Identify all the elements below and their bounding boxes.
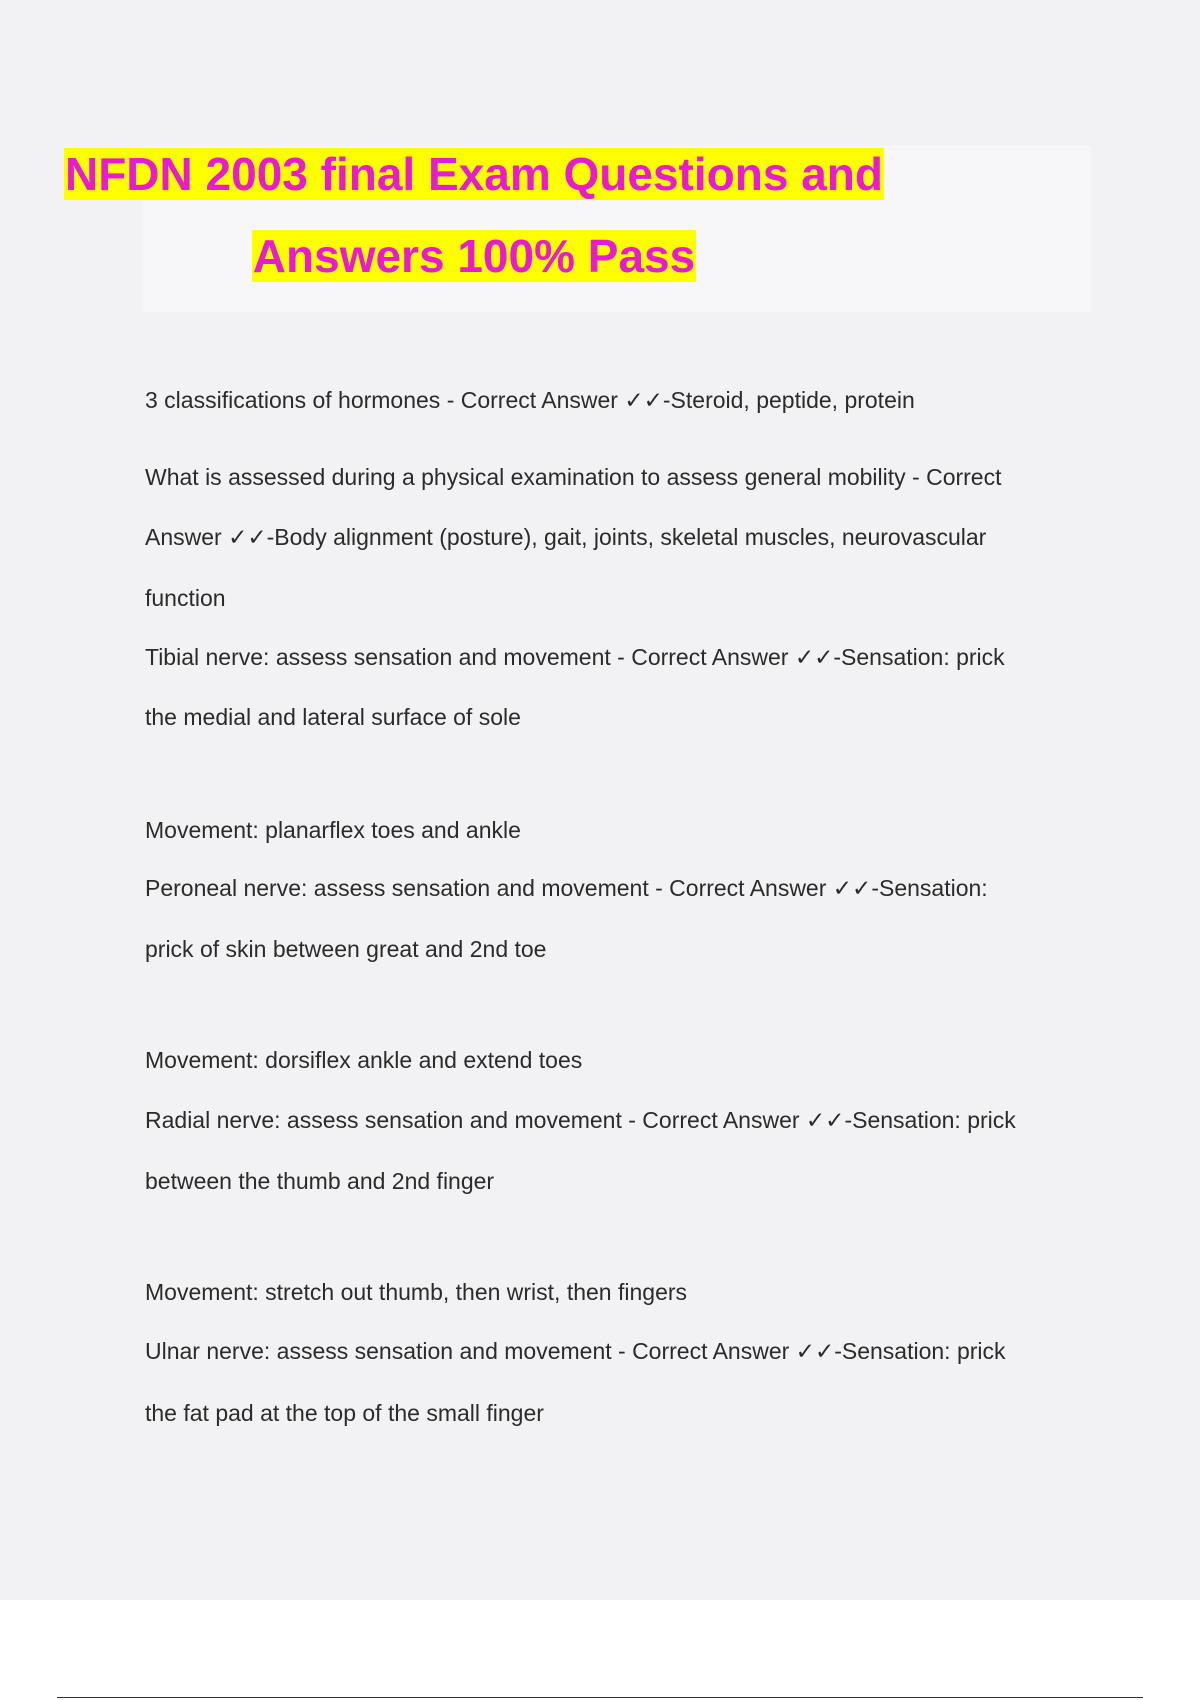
document-title-line-1 — [0, 146, 948, 202]
qa-line: Radial nerve: assess sensation and movement - Correct Answer ✓✓-Sensation: prick — [145, 1107, 1016, 1133]
qa-line: 3 classifications of hormones - Correct Answer ✓✓-Steroid, peptide, protein — [145, 387, 915, 413]
qa-line: Ulnar nerve: assess sensation and movement - Correct Answer ✓✓-Sensation: prick — [145, 1338, 1006, 1364]
qa-line: Answer ✓✓-Body alignment (posture), gait, joints, skeletal muscles, neurovascular — [145, 524, 987, 550]
qa-line: prick of skin between great and 2nd toe — [145, 936, 547, 962]
qa-line: Tibial nerve: assess sensation and movement - Correct Answer ✓✓-Sensation: prick — [145, 644, 1005, 670]
document-title-line-2 — [0, 228, 948, 284]
qa-line: Peroneal nerve: assess sensation and movement - Correct Answer ✓✓-Sensation: — [145, 875, 988, 901]
qa-line: Movement: dorsiflex ankle and extend toes — [145, 1047, 583, 1073]
qa-line: Movement: stretch out thumb, then wrist, then fingers — [145, 1279, 688, 1305]
qa-line: the medial and lateral surface of sole — [145, 704, 521, 730]
qa-line: What is assessed during a physical examination to assess general mobility - Correct — [145, 464, 1002, 490]
footer-divider — [57, 1697, 1143, 1698]
qa-line: Movement: planarflex toes and ankle — [145, 817, 521, 843]
qa-line: between the thumb and 2nd finger — [145, 1168, 495, 1194]
qa-line: function — [145, 585, 226, 611]
title-highlight-2: Answers 100% Pass — [252, 230, 696, 282]
qa-line: the fat pad at the top of the small finger — [145, 1400, 544, 1426]
title-highlight-1: NFDN 2003 final Exam Questions and — [64, 148, 883, 200]
